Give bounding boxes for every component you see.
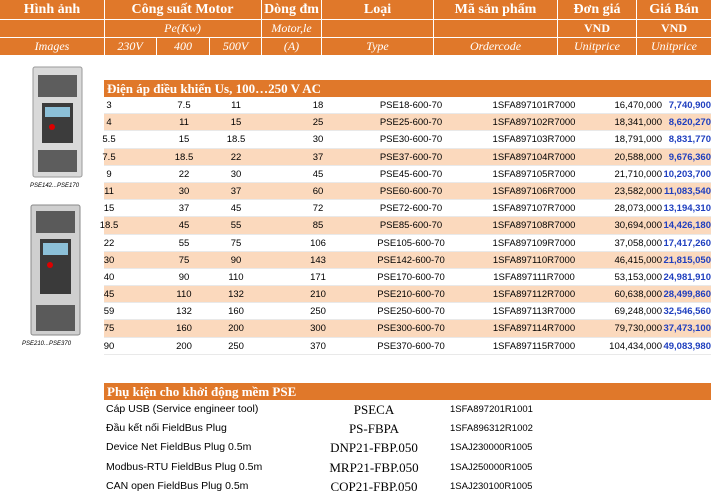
cell-kw-230v: 75 — [103, 323, 115, 335]
cell-ordercode: 1SFA897103R7000 — [492, 134, 576, 146]
accessory-code: 1SAJ250000R1005 — [450, 461, 533, 473]
cell-type: PSE170-600-70 — [377, 271, 445, 283]
col-header-images-en: Images — [34, 39, 70, 53]
table-row — [104, 286, 711, 303]
cell-current: 30 — [312, 134, 324, 146]
col-header-image: Hình ảnh — [23, 2, 81, 17]
motor-unit-label: Pe(Kw) — [164, 21, 201, 35]
cell-kw-400v: 160 — [176, 323, 192, 335]
cell-type: PSE18-600-70 — [379, 100, 443, 111]
cell-current: 72 — [312, 203, 324, 215]
cell-current: 106 — [310, 237, 326, 249]
cell-ordercode: 1SFA897104R7000 — [492, 151, 576, 163]
table-row — [104, 149, 711, 166]
cell-kw-500v: 250 — [228, 340, 244, 352]
cell-kw-230v: 4 — [106, 117, 112, 129]
cell-ordercode: 1SFA897105R7000 — [492, 168, 576, 180]
cell-current: 171 — [310, 271, 326, 283]
cell-kw-500v: 30 — [230, 168, 242, 180]
cell-type: PSE85-600-70 — [379, 220, 443, 232]
cell-kw-400v: 55 — [178, 237, 190, 249]
cell-saleprice: 17,417,260 — [663, 237, 711, 249]
accessory-name: Modbus-RTU FieldBus Plug 0.5m — [106, 460, 263, 473]
cell-kw-230v: 15 — [103, 203, 115, 215]
cell-kw-500v: 160 — [228, 306, 244, 318]
cell-unitprice: 18,791,000 — [614, 134, 662, 146]
cell-unitprice: 18,341,000 — [614, 117, 662, 129]
cell-kw-400v: 75 — [178, 254, 190, 266]
cell-kw-500v: 55 — [230, 220, 242, 232]
accessory-row — [104, 419, 711, 438]
cell-kw-230v: 30 — [103, 254, 115, 266]
cell-ordercode: 1SFA897102R7000 — [492, 117, 576, 129]
cell-type: PSE250-600-70 — [377, 306, 445, 318]
cell-type: PSE370-600-70 — [377, 340, 445, 352]
accessory-name: CAN open FieldBus Plug 0.5m — [106, 479, 249, 492]
accessory-row — [104, 438, 711, 457]
price-currency-label: VND — [584, 21, 610, 35]
col-header-unitprice: Unitprice — [574, 39, 620, 53]
cell-kw-500v: 11 — [231, 100, 241, 111]
accessory-name: Device Net FieldBus Plug 0.5m — [106, 441, 252, 454]
cell-kw-230v: 18.5 — [99, 220, 119, 232]
product-image-pse142 — [30, 65, 85, 183]
cell-current: 210 — [310, 289, 326, 301]
cell-current: 370 — [310, 340, 326, 352]
cell-ordercode: 1SFA897115R7000 — [492, 340, 576, 352]
table-row — [99, 217, 711, 234]
cell-kw-230v: 7.5 — [102, 151, 116, 163]
cell-ordercode: 1SFA897107R7000 — [492, 203, 576, 215]
col-header-current: Dòng đm — [264, 2, 319, 17]
col-header-unitprice-sale: Unitprice — [651, 39, 697, 53]
accessories-list — [104, 400, 711, 496]
cell-kw-230v: 22 — [103, 237, 115, 249]
cell-kw-230v: 45 — [103, 289, 115, 301]
cell-saleprice: 37,473,100 — [663, 323, 711, 335]
cell-kw-500v: 22 — [230, 151, 242, 163]
cell-kw-400v: 132 — [176, 306, 192, 318]
cell-ordercode: 1SFA897113R7000 — [492, 306, 576, 318]
cell-unitprice: 23,582,000 — [614, 185, 662, 197]
cell-kw-500v: 75 — [230, 237, 242, 249]
header-row-titles — [0, 0, 711, 19]
cell-kw-400v: 200 — [176, 340, 192, 352]
cell-current: 45 — [312, 168, 324, 180]
cell-type: PSE37-600-70 — [379, 151, 443, 163]
cell-kw-500v: 45 — [230, 203, 242, 215]
cell-saleprice: 21,815,050 — [663, 254, 711, 266]
accessory-model: PS-FBPA — [348, 421, 400, 437]
cell-type: PSE25-600-70 — [379, 117, 443, 129]
accessory-row — [104, 458, 711, 477]
cell-kw-400v: 37 — [178, 203, 190, 215]
cell-kw-230v: 11 — [104, 185, 114, 197]
cell-current: 85 — [312, 220, 324, 232]
cell-saleprice: 24,981,910 — [663, 271, 711, 283]
cell-type: PSE72-600-70 — [379, 203, 443, 215]
cell-kw-500v: 37 — [230, 185, 242, 197]
cell-type: PSE60-600-70 — [379, 185, 443, 197]
table-row — [104, 200, 711, 217]
cell-ordercode: 1SFA897110R7000 — [492, 254, 576, 266]
header-row-english — [0, 37, 711, 55]
col-header-price: Đơn giá — [573, 2, 621, 17]
cell-kw-400v: 11 — [179, 117, 189, 129]
accessory-code: 1SAJ230100R1005 — [450, 480, 533, 492]
cell-unitprice: 53,153,000 — [614, 271, 662, 283]
cell-saleprice: 28,499,860 — [663, 289, 711, 301]
cell-kw-500v: 110 — [228, 271, 244, 283]
table-row — [104, 97, 711, 114]
col-header-sale: Giá Bán — [649, 2, 699, 17]
table-row — [104, 114, 711, 131]
cell-kw-230v: 3 — [106, 100, 112, 111]
accessory-code: 1SAJ230000R1005 — [450, 442, 533, 454]
cell-ordercode: 1SFA897114R7000 — [492, 323, 576, 335]
cell-ordercode: 1SFA897111R7000 — [493, 271, 575, 283]
cell-saleprice: 10,203,700 — [663, 168, 711, 180]
accessories-title: Phụ kiện cho khởi động mềm PSE — [104, 383, 711, 400]
cell-unitprice: 69,248,000 — [614, 306, 662, 318]
cell-kw-400v: 22 — [178, 168, 190, 180]
section-title: Điện áp điều khiển Us, 100…250 V AC — [104, 80, 711, 97]
cell-saleprice: 49,083,980 — [663, 340, 711, 352]
cell-type: PSE210-600-70 — [377, 289, 445, 301]
cell-current: 18 — [312, 100, 324, 111]
cell-kw-400v: 7.5 — [177, 100, 191, 111]
col-header-230v: 230V — [117, 39, 143, 53]
table-row — [104, 166, 711, 183]
product-image-pse210 — [28, 203, 83, 341]
cell-saleprice: 11,083,540 — [663, 185, 711, 197]
cell-saleprice: 7,740,900 — [668, 100, 711, 111]
cell-kw-500v: 132 — [228, 289, 244, 301]
cell-kw-400v: 110 — [176, 289, 192, 301]
col-header-ordercode: Ordercode — [469, 39, 522, 53]
accessory-code: 1SFA896312R1002 — [450, 423, 533, 435]
table-row — [104, 320, 711, 337]
cell-unitprice: 79,730,000 — [614, 323, 662, 335]
col-header-amp: (A) — [283, 39, 300, 53]
accessory-model: PSECA — [353, 402, 395, 417]
cell-unitprice: 30,694,000 — [614, 220, 662, 232]
sale-currency-label: VND — [661, 21, 687, 35]
current-unit-label: Motor,le — [271, 21, 312, 35]
cell-saleprice: 8,620,270 — [668, 117, 711, 129]
cell-kw-400v: 15 — [178, 134, 190, 146]
col-header-motor: Công suất Motor — [131, 2, 234, 17]
cell-kw-400v: 90 — [178, 271, 190, 283]
table-row — [104, 252, 711, 269]
cell-current: 37 — [312, 151, 324, 163]
table-row — [104, 303, 711, 320]
accessory-model: COP21-FBP.050 — [330, 478, 418, 494]
accessory-row — [104, 400, 711, 419]
cell-unitprice: 37,058,000 — [614, 237, 662, 249]
cell-current: 300 — [310, 323, 326, 335]
cell-current: 143 — [310, 254, 326, 266]
cell-kw-500v: 200 — [228, 323, 244, 335]
cell-saleprice: 13,194,310 — [663, 203, 711, 215]
cell-unitprice: 20,588,000 — [614, 151, 662, 163]
cell-unitprice: 28,073,000 — [614, 203, 662, 215]
cell-kw-400v: 18.5 — [174, 151, 194, 163]
accessory-row — [104, 477, 711, 496]
table-row — [104, 183, 711, 200]
cell-unitprice: 46,415,000 — [614, 254, 662, 266]
table-row — [104, 338, 711, 355]
cell-kw-230v: 40 — [103, 271, 115, 283]
col-header-type-en: Type — [366, 39, 389, 53]
accessory-model: DNP21-FBP.050 — [330, 440, 418, 456]
cell-current: 25 — [312, 117, 324, 129]
table-row — [104, 269, 711, 286]
accessory-code: 1SFA897201R1001 — [450, 404, 533, 415]
col-header-code: Mã sản phẩm — [454, 2, 537, 17]
cell-saleprice: 14,426,180 — [663, 220, 711, 232]
cell-current: 250 — [310, 306, 326, 318]
table-row — [104, 131, 711, 148]
product-label-1: PSE142...PSE170 — [30, 183, 80, 189]
cell-unitprice: 60,638,000 — [614, 289, 662, 301]
accessory-model: MRP21-FBP.050 — [329, 459, 419, 475]
cell-saleprice: 9,676,360 — [668, 151, 711, 163]
table-row — [104, 235, 711, 252]
product-label-2: PSE210...PSE370 — [22, 341, 72, 347]
cell-current: 60 — [312, 185, 324, 197]
cell-ordercode: 1SFA897112R7000 — [492, 289, 576, 301]
cell-kw-500v: 15 — [230, 117, 242, 129]
accessory-name: Cáp USB (Service engineer tool) — [106, 403, 259, 415]
cell-kw-500v: 18.5 — [226, 134, 246, 146]
col-header-400v: 400 — [174, 39, 192, 53]
cell-kw-230v: 59 — [103, 306, 115, 318]
col-header-500v: 500V — [222, 39, 249, 53]
cell-unitprice: 16,470,000 — [614, 100, 662, 111]
cell-ordercode: 1SFA897106R7000 — [492, 185, 576, 197]
col-header-type: Loại — [363, 2, 392, 17]
cell-ordercode: 1SFA897108R7000 — [492, 220, 576, 232]
cell-ordercode: 1SFA897101R7000 — [492, 100, 576, 111]
cell-type: PSE300-600-70 — [377, 323, 445, 335]
cell-type: PSE45-600-70 — [379, 168, 443, 180]
cell-unitprice: 21,710,000 — [614, 168, 662, 180]
cell-type: PSE30-600-70 — [379, 134, 443, 146]
cell-kw-400v: 45 — [178, 220, 190, 232]
cell-kw-230v: 5.5 — [102, 134, 116, 146]
price-table — [99, 97, 711, 355]
cell-kw-400v: 30 — [178, 185, 190, 197]
cell-type: PSE105-600-70 — [377, 237, 445, 249]
cell-unitprice: 104,434,000 — [609, 340, 662, 352]
accessory-name: Đầu kết nối FieldBus Plug — [106, 422, 227, 435]
cell-kw-230v: 9 — [106, 168, 112, 180]
cell-saleprice: 32,546,560 — [663, 306, 711, 318]
cell-ordercode: 1SFA897109R7000 — [492, 237, 576, 249]
header-row-units — [0, 19, 711, 37]
cell-type: PSE142-600-70 — [377, 254, 445, 266]
cell-saleprice: 8,831,770 — [668, 134, 711, 146]
cell-kw-230v: 90 — [103, 340, 115, 352]
cell-kw-500v: 90 — [230, 254, 242, 266]
